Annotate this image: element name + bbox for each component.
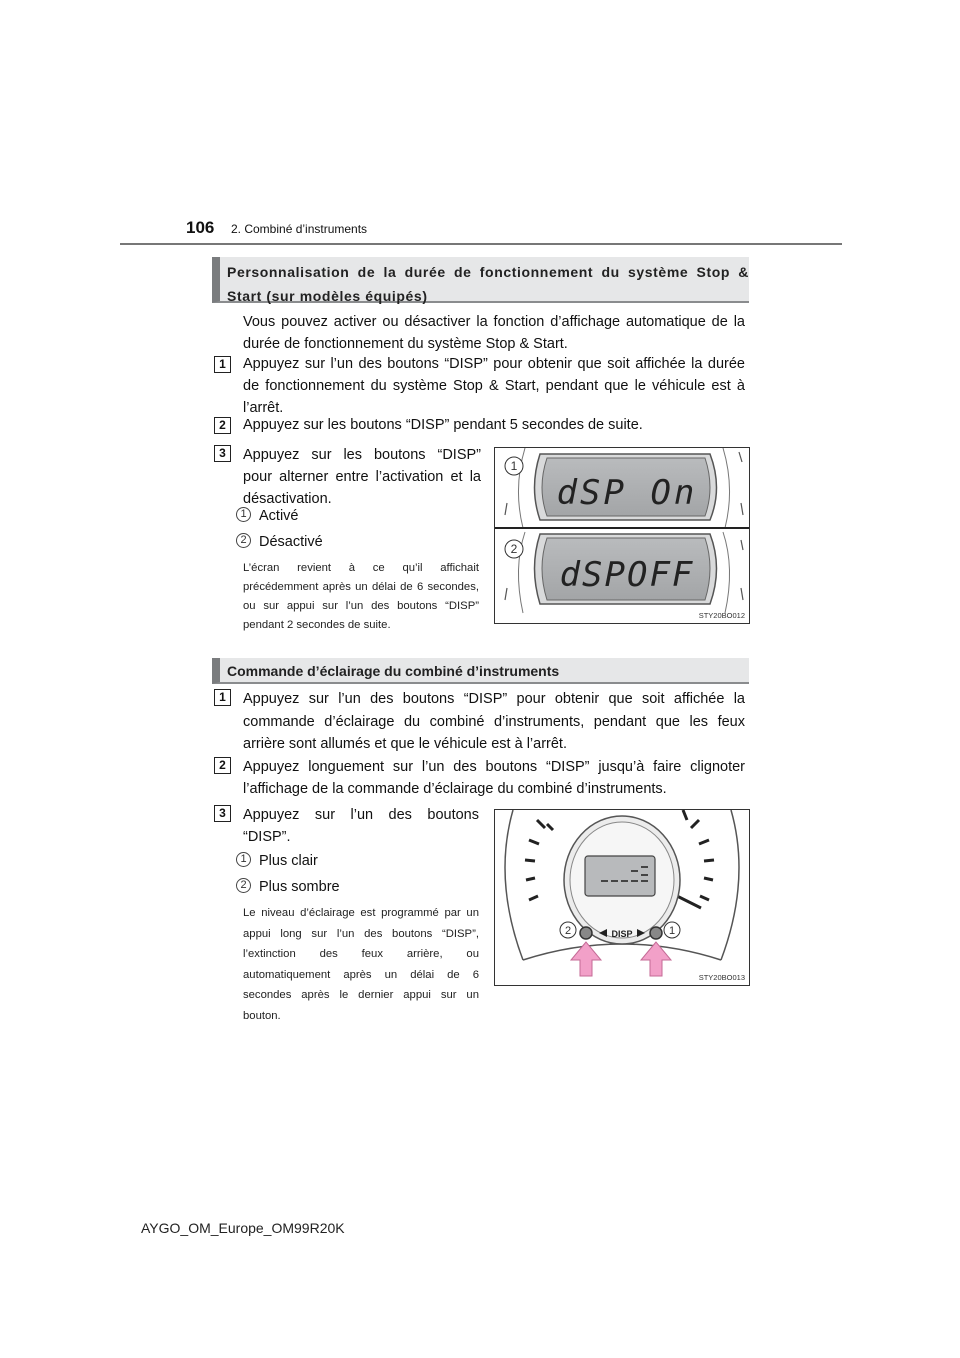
item-label-brighter: Plus clair	[259, 853, 318, 869]
callout-number: 1	[236, 507, 251, 522]
figure-callout: 2	[510, 542, 518, 556]
figure-callout: 1	[668, 925, 676, 937]
figure-code: STY20BO012	[698, 611, 745, 620]
step-text: Appuyez sur l’un des boutons “DISP” pour obtenir que soit affichée la commande d’éclairage du combiné d’instruments, pendant que les feux arrière sont allumés et que le véhicule est à l’arrêt.	[243, 691, 745, 752]
cluster-illustration	[495, 810, 749, 985]
step-text: Appuyez sur l’un des boutons “DISP”.	[243, 807, 479, 845]
section-heading-lighting: Commande d’éclairage du combiné d’instruments	[212, 658, 749, 684]
step-text: Appuyez sur les boutons “DISP” pour alterner entre l’activation et la désactivation.	[243, 447, 481, 507]
footer-document-code: AYGO_OM_Europe_OM99R20K	[141, 1220, 345, 1236]
item-label-inactive: Désactivé	[259, 534, 323, 550]
callout-number: 1	[236, 852, 251, 867]
figure-code: STY20BO013	[698, 973, 745, 982]
chapter-title: 2. Combiné d’instruments	[231, 222, 368, 236]
step-text: Appuyez longuement sur l’un des boutons “DISP” jusqu’à faire clignoter l’affichage de la commande d’éclairage du combiné d’instruments.	[243, 759, 745, 797]
display-figure-disp-on-off	[494, 447, 750, 624]
callout-number: 2	[236, 878, 251, 893]
lcd-text-off: dSPOFF	[559, 555, 695, 595]
figure-callout: 1	[510, 459, 518, 473]
step-number-badge: 2	[214, 757, 231, 774]
item-label-active: Activé	[259, 508, 299, 524]
note-text: Le niveau d’éclairage est programmé par un appui long sur l’un des boutons “DISP”, l’extinction des feux arrière, ou automatiquement après un délai de 6 secondes après le dernier appui sur un bouton.	[243, 907, 479, 1022]
step-number-badge: 2	[214, 417, 231, 434]
step-number-badge: 1	[214, 689, 231, 706]
callout-number: 2	[236, 533, 251, 548]
figure-callout: 2	[564, 925, 572, 937]
section-heading-stop-start: Personnalisation de la durée de fonctionnement du système Stop & Start (sur modèles équipés)	[212, 257, 749, 303]
display-illustration	[495, 448, 749, 623]
note-text: L’écran revient à ce qu’il affichait précédemment après un délai de 6 secondes, ou sur appui sur l’un des boutons “DISP” pendant 2 secondes de suite.	[243, 562, 479, 631]
step-number-badge: 3	[214, 445, 231, 462]
page-number: 106	[186, 218, 215, 237]
item-label-darker: Plus sombre	[259, 879, 340, 895]
instrument-cluster-figure	[494, 809, 750, 986]
step-text: Appuyez sur l’un des boutons “DISP” pour obtenir que soit affichée la durée de fonctionnement du système Stop & Start, pendant que le véhicule est à l’arrêt.	[243, 356, 745, 416]
step-number-badge: 1	[214, 356, 231, 373]
header-rule	[120, 243, 842, 245]
section-intro: Vous pouvez activer ou désactiver la fonction d’affichage automatique de la durée de fonctionnement du système Stop & Start.	[243, 314, 745, 352]
lcd-text-on: dSP On	[556, 473, 698, 513]
disp-button-label: DISP	[611, 929, 633, 939]
step-text: Appuyez sur les boutons “DISP” pendant 5 secondes de suite.	[243, 417, 643, 433]
step-number-badge: 3	[214, 805, 231, 822]
